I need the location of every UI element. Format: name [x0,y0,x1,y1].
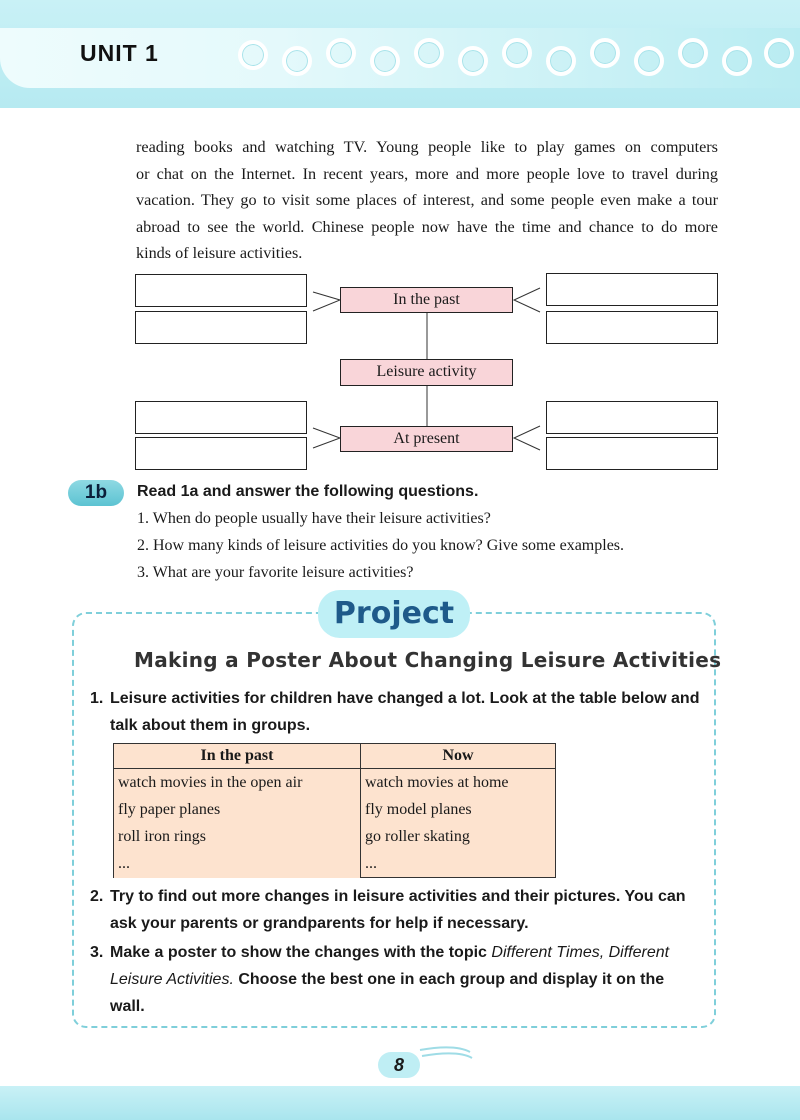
project-heading: Making a Poster About Changing Leisure Activities [134,648,722,672]
paragraph-line: reading books and watching TV. Young people like to play games on computers [136,138,718,156]
exercise-badge: 1b [68,480,124,506]
past-label-box: In the past [340,287,513,313]
answer-box[interactable] [546,401,718,434]
project-step [90,685,702,739]
step-text [90,939,702,1020]
paragraph-line: abroad to see the world. Chinese people now have the time and chance to do more [136,217,718,236]
answer-box[interactable] [135,311,307,344]
paragraph-line: or chat on the Internet. In recent years, more and more people love to travel during [136,164,718,183]
answer-box[interactable] [546,273,718,306]
step-topic-italic: Different Times, Different Leisure Activities. [110,944,670,988]
paragraph-line: kinds of leisure activities. [136,244,303,263]
step-number: 1. [90,690,104,707]
project-step [90,939,702,1020]
cell-text: ... [365,855,377,872]
step-text: Leisure activities for children have changed a lot. Look at the table below and talk about them in groups. [110,690,700,734]
question-item: 3. What are your favorite leisure activities? [137,564,414,581]
answer-box[interactable] [546,311,718,344]
table-header: In the past [114,744,361,769]
cell-text: fly paper planes [118,801,221,818]
answer-box[interactable] [135,401,307,434]
present-label-box: At present [340,426,513,452]
table-row [114,769,556,878]
table-cell [361,769,556,878]
cell-text: roll iron rings [118,828,206,845]
project-step [90,883,702,937]
center-label-box: Leisure activity [340,359,513,386]
question-item: 1. When do people usually have their leisure activities? [137,510,491,527]
activities-table [113,743,556,878]
table-header: Now [361,744,556,769]
page-number: 8 [378,1052,420,1078]
table-header-row [114,744,556,769]
paragraph-line: vacation. They go to visit some places of interest, and some people even make a tour [136,191,718,210]
page-footer [0,1086,800,1120]
answer-box[interactable] [546,437,718,470]
step-text-part: Choose the best one in each group and display it on the wall. [110,971,665,1015]
leisure-diagram [0,0,800,480]
unit-title: UNIT 1 [80,40,159,66]
exercise-instruction: Read 1a and answer the following questions. [137,483,479,500]
answer-box[interactable] [135,274,307,307]
cell-text: fly model planes [365,801,472,818]
cell-text: ... [118,855,130,872]
cell-text: watch movies at home [365,774,509,791]
question-item: 2. How many kinds of leisure activities do you know? Give some examples. [137,537,625,554]
cell-text: go roller skating [365,828,470,845]
step-number: 2. [90,888,104,905]
step-text-part: Make a poster to show the changes with the topic [110,944,492,961]
project-label: Project [318,590,470,638]
cell-text: watch movies in the open air [118,774,303,791]
answer-box[interactable] [135,437,307,470]
step-number: 3. [90,944,104,961]
step-text: Try to find out more changes in leisure activities and their pictures. You can ask your parents or grandparents for help if necessary. [110,888,686,932]
table-cell [114,769,361,878]
